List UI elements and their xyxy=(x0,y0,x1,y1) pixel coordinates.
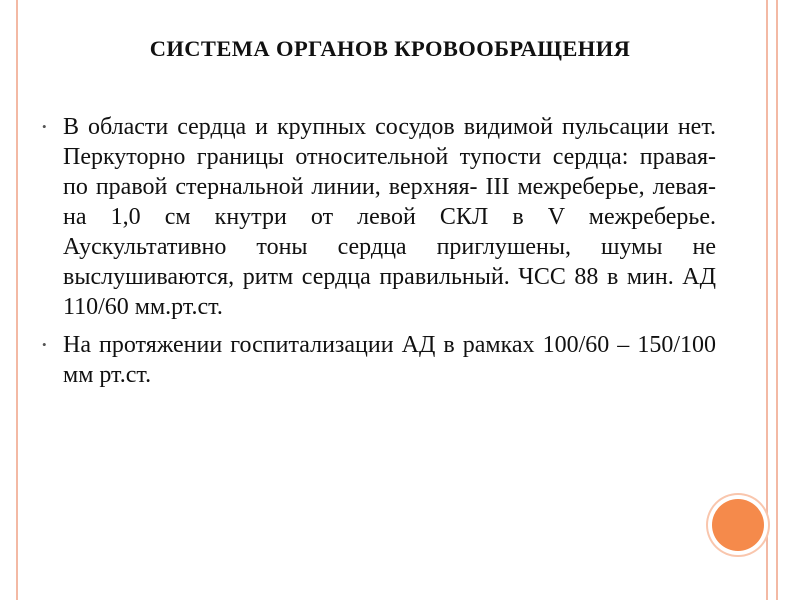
bullet-icon: • xyxy=(42,119,47,134)
bullet-icon: • xyxy=(42,337,47,352)
bullet-item xyxy=(42,112,716,322)
slide-title: СИСТЕМА ОРГАНОВ КРОВООБРАЩЕНИЯ xyxy=(149,36,631,61)
bullet-item xyxy=(42,330,716,390)
bullet-text: На протяжении госпитализации АД в рамках 100/60 – 150/100 мм рт.ст. xyxy=(63,332,716,388)
left-frame-line xyxy=(16,0,18,600)
decorative-circle-icon xyxy=(712,499,764,551)
bullet-text: В области сердца и крупных сосудов видимой пульсации нет. Перкуторно границы относительной тупости сердца: правая- по правой стернальной линии, верхняя- III межреберье, левая- на 1,0 см кнутри от левой СКЛ в V межреберье. Аускультативно тоны сердца приглушены, шумы не выслушиваются, ритм сердца правильный. ЧСС 88 в мин. АД 110/60 мм.рт.ст. xyxy=(63,114,716,320)
bullet-list xyxy=(42,112,716,398)
right-frame-bar xyxy=(766,0,778,600)
